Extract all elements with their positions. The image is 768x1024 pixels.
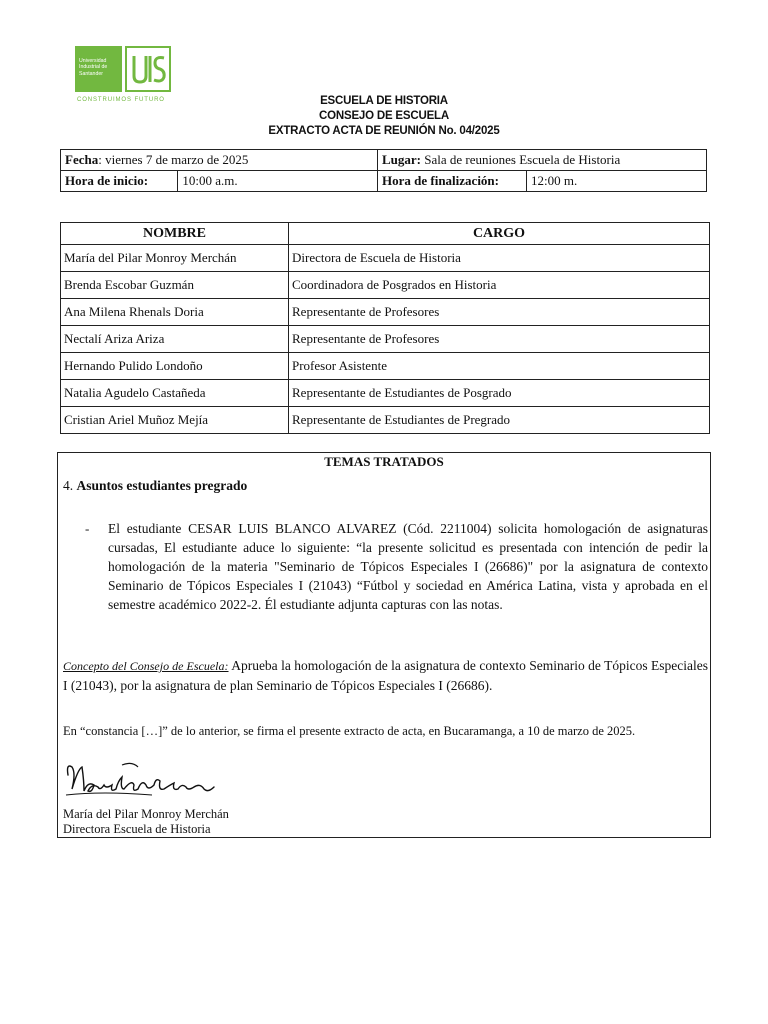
start-time-label: Hora de inicio:	[65, 173, 149, 188]
heading-act-title: EXTRACTO ACTA DE REUNIÓN No. 04/2025	[268, 125, 500, 137]
signer-block	[63, 807, 229, 837]
table-row	[61, 299, 710, 326]
header-role: CARGO	[289, 223, 710, 245]
date-label: Fecha	[65, 152, 99, 167]
end-time-label-cell	[378, 171, 527, 192]
signer-name: María del Pilar Monroy Merchán	[63, 807, 229, 821]
logo-line-3: Santander	[79, 70, 103, 77]
member-name: Hernando Pulido Londoño	[61, 353, 289, 380]
uis-mark-icon	[125, 46, 171, 92]
logo-name-box	[75, 46, 122, 92]
heading-school: ESCUELA DE HISTORIA	[320, 95, 448, 107]
member-name: Cristian Ariel Muñoz Mejía	[61, 407, 289, 434]
member-name: María del Pilar Monroy Merchán	[61, 245, 289, 272]
topics-section	[57, 452, 711, 838]
table-row	[61, 272, 710, 299]
heading-council: CONSEJO DE ESCUELA	[319, 110, 449, 122]
attendees-header-row	[61, 223, 710, 245]
place-label: Lugar:	[382, 152, 421, 167]
member-role: Representante de Profesores	[289, 326, 710, 353]
info-row-times	[61, 171, 707, 192]
table-row	[61, 245, 710, 272]
end-time-value: 12:00 m.	[527, 171, 707, 192]
table-row	[61, 407, 710, 434]
member-role: Coordinadora de Posgrados en Historia	[289, 272, 710, 299]
member-name: Brenda Escobar Guzmán	[61, 272, 289, 299]
topic-number: 4.	[63, 478, 77, 493]
member-role: Representante de Profesores	[289, 299, 710, 326]
place-cell	[378, 150, 707, 171]
topic-title: Asuntos estudiantes pregrado	[76, 478, 248, 493]
signer-title: Directora Escuela de Historia	[63, 822, 211, 836]
member-role: Directora de Escuela de Historia	[289, 245, 710, 272]
member-name: Ana Milena Rhenals Doria	[61, 299, 289, 326]
place-value: Sala de reuniones Escuela de Historia	[421, 152, 621, 167]
logo-line-2: Industrial de	[79, 64, 108, 71]
start-time-label-cell	[61, 171, 178, 192]
topic-heading	[63, 478, 247, 494]
member-role: Representante de Estudiantes de Posgrado	[289, 380, 710, 407]
concept-label: Concepto del Consejo de Escuela:	[63, 659, 229, 673]
document-heading	[0, 94, 768, 139]
table-row	[61, 353, 710, 380]
start-time-value: 10:00 a.m.	[178, 171, 378, 192]
header-name: NOMBRE	[61, 223, 289, 245]
council-concept	[63, 656, 708, 695]
logo-tagline: CONSTRUIMOS FUTURO	[77, 97, 165, 103]
member-name: Nectalí Ariza Ariza	[61, 326, 289, 353]
date-cell	[61, 150, 378, 171]
topics-title: TEMAS TRATADOS	[324, 454, 444, 469]
info-row-date-place	[61, 150, 707, 171]
attendees-table	[60, 222, 710, 434]
end-time-label: Hora de finalización:	[382, 173, 499, 188]
logo-line-1: Universidad	[79, 58, 107, 64]
member-role: Profesor Asistente	[289, 353, 710, 380]
bullet-dash: -	[85, 521, 90, 536]
date-value: : viernes 7 de marzo de 2025	[98, 152, 249, 167]
concept-text: Aprueba la homologación de la asignatura de contexto Seminario de Tópicos Especiales I (21043), por la asignatura de plan Seminario de Tópicos Especiales I (26686).	[63, 658, 709, 693]
signature-image	[62, 755, 222, 815]
member-role: Representante de Estudiantes de Pregrado	[289, 407, 710, 434]
table-row	[61, 326, 710, 353]
meeting-info-table	[60, 149, 707, 192]
closing-statement: En “constancia […]” de lo anterior, se firma el presente extracto de acta, en Bucaramanga, a 10 de marzo de 2025.	[63, 724, 636, 738]
table-row	[61, 380, 710, 407]
member-name: Natalia Agudelo Castañeda	[61, 380, 289, 407]
request-paragraph: El estudiante CESAR LUIS BLANCO ALVAREZ (Cód. 2211004) solicita homologación de asignaturas cursadas, El estudiante aduce lo siguiente: “la presente solicitud es presentada con intención de pedir la homologación de la materia "Seminario de Tópicos Especiales I (26686)" por la asignatura de contexto Seminario de Tópicos Especiales I (21043) “Fútbol y sociedad en América Latina, vista y aprobada en el semestre académico 2022-2. Él estudiante adjunta capturas con las notas.	[108, 521, 708, 612]
